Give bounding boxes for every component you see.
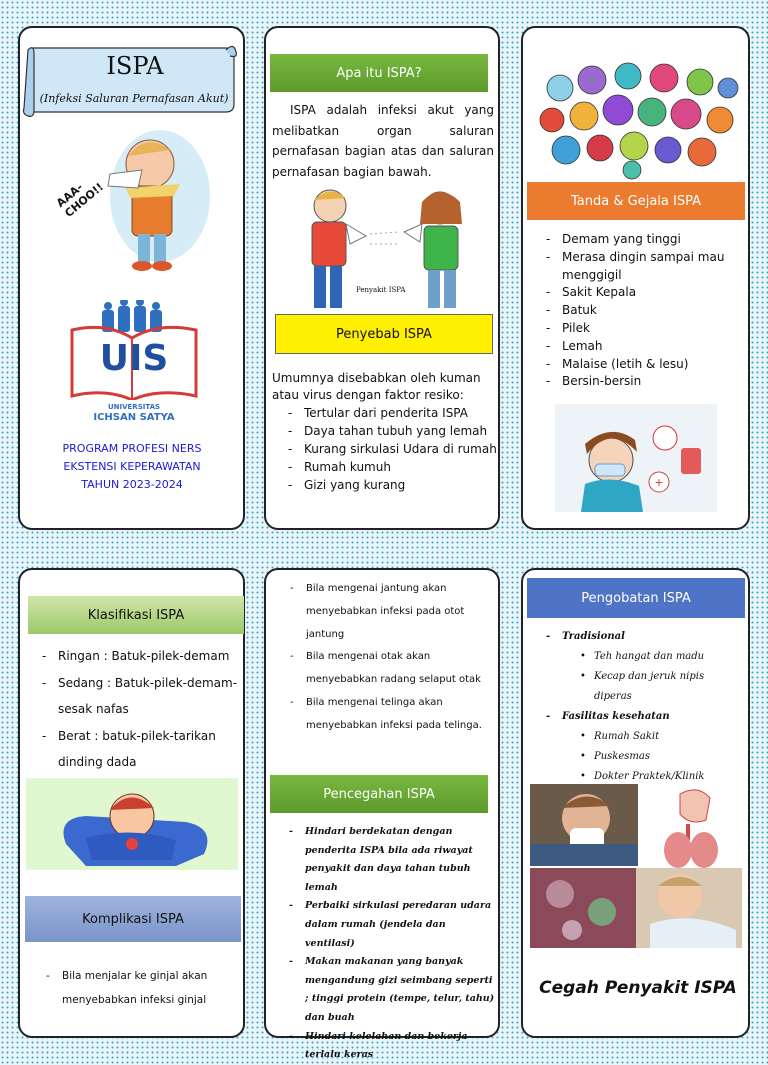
- list-item: - Lemah: [544, 338, 744, 356]
- tanda-list: [544, 231, 744, 391]
- list-item: • Puskesmas: [580, 751, 650, 762]
- penyebab-header: Penyebab ISPA: [275, 314, 493, 354]
- sneeze-text: AAA-CHOO!!: [54, 180, 106, 220]
- list-item: - Sedang : Batuk-pilek-demam-sesak nafas: [40, 670, 238, 723]
- program-line-1: PROGRAM PROFESI NERS: [62, 442, 202, 455]
- list-item: - Bila mengenai otak akan menyebabkan radang selaput otak: [288, 646, 488, 692]
- pencegahan-header: Pencegahan ISPA: [270, 775, 488, 813]
- closing-slogan: Cegah Penyakit ISPA: [539, 978, 737, 998]
- komplikasi-header: Komplikasi ISPA: [25, 896, 241, 942]
- program-info: [30, 440, 234, 494]
- cover-subtitle: (Infeksi Saluran Pernafasan Akut): [39, 92, 229, 105]
- cover-title: ISPA: [106, 52, 164, 80]
- logo-name: ICHSAN SATYA: [93, 412, 175, 423]
- list-item: - Bila mengenai telinga akan menyebabkan infeksi pada telinga.: [288, 692, 488, 738]
- program-line-3: TAHUN 2023-2024: [81, 478, 183, 491]
- list-item: • Teh hangat dan madu: [580, 651, 705, 662]
- image-caption: Penyakit ISPA: [356, 286, 406, 294]
- group-label: - Tradisional: [546, 631, 625, 642]
- tanda-header: Tanda & Gejala ISPA: [527, 182, 745, 220]
- klasifikasi-list: [40, 643, 238, 776]
- list-item: - Sakit Kepala: [544, 284, 744, 302]
- list-item: - Demam yang tinggi: [544, 231, 744, 249]
- list-item: - Hindari kelelahan dan bekerja terlalu keras: [287, 1028, 495, 1065]
- komplikasi-list: [44, 964, 236, 1012]
- apa-itu-text: ISPA adalah infeksi akut yang melibatkan organ saluran pernafasan bagian atas dan saluran pernafasan bagian bawah.: [272, 103, 494, 179]
- list-item: - Bila menjalar ke ginjal akan menyebabkan infeksi ginjal: [44, 964, 236, 1012]
- list-item: - Perbaiki sirkulasi peredaran udara dalam rumah (jendela dan ventilasi): [287, 897, 495, 953]
- svg-text:+: +: [654, 476, 664, 489]
- list-item: • Rumah Sakit: [580, 731, 660, 742]
- list-item: - Merasa dingin sampai mau menggigil: [544, 249, 744, 285]
- list-item: - Ringan : Batuk-pilek-demam: [40, 643, 238, 670]
- komplikasi-lanjut-list: [288, 578, 488, 738]
- list-item: - Bila mengenai jantung akan menyebabkan infeksi pada otot jantung: [288, 578, 488, 646]
- pengobatan-content: [546, 627, 742, 787]
- germs-illustration: [532, 58, 740, 180]
- list-item: - Berat : batuk-pilek-tarikan dinding dada: [40, 723, 238, 776]
- logo-university: UNIVERSITAS: [107, 403, 161, 411]
- penyebab-intro: Umumnya disebabkan oleh kuman atau virus dengan faktor resiko:: [272, 371, 481, 402]
- list-item: - Pilek: [544, 320, 744, 338]
- sick-baby-illustration: [26, 778, 238, 870]
- list-item: - Malaise (letih & lesu): [544, 356, 744, 374]
- treatment-collage-illustration: [530, 784, 742, 948]
- list-item: - Kurang sirkulasi Udara di rumah: [286, 440, 500, 458]
- penyebab-list: [286, 404, 500, 494]
- pencegahan-list: [287, 823, 495, 1065]
- program-line-2: EKSTENSI KEPERAWATAN: [63, 460, 201, 473]
- list-item: • Kecap dan jeruk nipis diperas: [580, 671, 705, 702]
- list-item: - Batuk: [544, 302, 744, 320]
- klasifikasi-header: Klasifikasi ISPA: [28, 596, 244, 634]
- list-item: - Daya tahan tubuh yang lemah: [286, 422, 500, 440]
- list-item: - Hindari berdekatan dengan penderita ISPA bila ada riwayat penyakit dan daya tahan tubuh lemah: [287, 823, 495, 897]
- list-item: - Rumah kumuh: [286, 458, 500, 476]
- list-item: - Bersin-bersin: [544, 373, 744, 391]
- logo-text: UIS: [99, 338, 169, 379]
- apa-itu-header: Apa itu ISPA?: [270, 54, 488, 92]
- list-item: - Gizi yang kurang: [286, 476, 500, 494]
- list-item: • Dokter Praktek/Klinik: [580, 771, 705, 782]
- list-item: - Makan makanan yang banyak mengandung gizi seimbang seperti ; tinggi protein (tempe, telur, tahu) dan buah: [287, 953, 495, 1027]
- pengobatan-header: Pengobatan ISPA: [527, 578, 745, 618]
- group-label: - Fasilitas kesehatan: [546, 711, 670, 722]
- sick-girl-illustration: [555, 404, 717, 512]
- list-item: - Tertular dari penderita ISPA: [286, 404, 500, 422]
